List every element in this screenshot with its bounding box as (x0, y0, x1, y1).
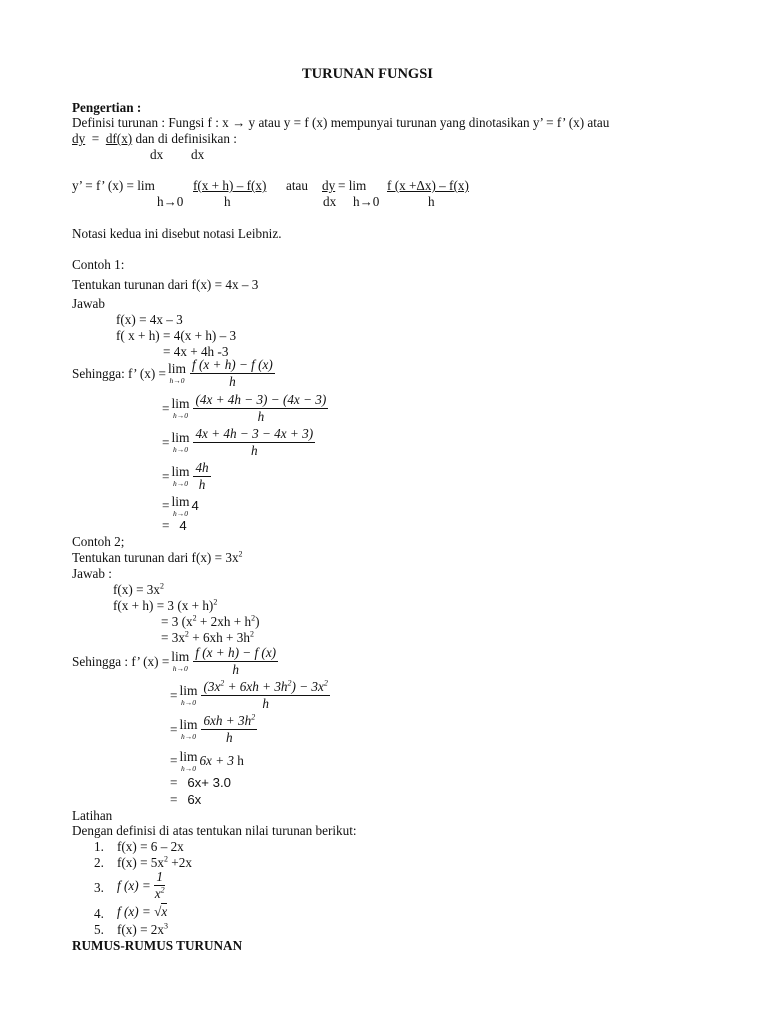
limit-step-3 (170, 714, 259, 745)
page-title: TURUNAN FUNGSI (302, 66, 433, 82)
derivative-definition-left: y’ = f’ (x) = lim (72, 178, 155, 193)
list-number: 1. (94, 839, 104, 854)
list-item: f (x) = $\frac{1}{x^2}$ (117, 869, 165, 901)
dfx-label: df(x) (105, 131, 133, 146)
limit-operator: lim h→0 (179, 683, 198, 707)
list-number: 3. (94, 880, 104, 895)
limit-operator: lim h→0 (171, 430, 190, 454)
list-item: f(x) = 6 – 2x (117, 839, 184, 854)
limit-step-4 (170, 750, 244, 772)
result-line (170, 775, 231, 790)
limit-step-5 (162, 495, 199, 517)
work-line: = 4x + 4h -3 (163, 344, 229, 359)
leibniz-dx: dx (323, 194, 337, 209)
list-item: $f(x) = 2x^3$ (117, 921, 168, 937)
limit-operator: lim h→0 (171, 464, 190, 488)
equals-sign: = (162, 434, 170, 450)
limit-step-4 (162, 461, 213, 492)
equals-sign: = (170, 687, 178, 703)
equals-sign: = (162, 518, 170, 533)
sqrt-symbol: √ (154, 904, 162, 919)
work-line: f(x) = 4x – 3 (116, 312, 183, 327)
limit-operator: lim h→0 (171, 396, 190, 420)
leibniz-dy: dy (322, 178, 336, 193)
sehingga-label: Sehingga: f’ (x) = (72, 365, 166, 381)
work-line: f( x + h) = 4(x + h) – 3 (116, 328, 237, 343)
limit-step-1 (72, 358, 277, 389)
limit-step-1 (72, 646, 280, 677)
example-1-question: Tentukan turunan dari f(x) = 4x – 3 (72, 277, 259, 292)
limit-operator: lim h→0 (167, 361, 186, 385)
list-number: 4. (94, 906, 104, 921)
equals-sign: = (162, 400, 170, 416)
definition-tail: dan di definisikan : (135, 131, 237, 146)
limit-operator: lim h→0 (179, 749, 198, 773)
limit-subscript: h→0 (157, 194, 184, 209)
work-line: $f(x) = 3x^2$ (113, 581, 164, 597)
work-line: = $3x^2 + 6xh + 3h^2$ (161, 629, 254, 645)
dx-label: dx (191, 147, 205, 162)
list-item: f (x) = √x (117, 904, 168, 919)
definition-numerator-1: f(x + h) – f(x) (193, 178, 267, 193)
dy-label: dy (72, 131, 86, 146)
fraction: $\frac{6xh + 3h^2}{h}$ (203, 712, 256, 745)
leibniz-lim: = lim (338, 178, 367, 193)
limit-operator: lim h→0 (179, 717, 198, 741)
difference-quotient: $\frac{f (x + h) - f (x)}{h}$ (192, 357, 273, 389)
example-2-heading: Contoh 2; (72, 534, 125, 549)
example-1-heading: Contoh 1: (72, 257, 125, 272)
definition-line-2 (72, 131, 237, 146)
equals-sign: = (170, 775, 178, 790)
equals-sign: = (170, 753, 178, 769)
equals-sign: = (91, 131, 100, 146)
equals-sign: = (170, 721, 178, 737)
jawab-label: Jawab : (72, 566, 112, 581)
fraction: $\frac{4x + 4h - 3 - 4x + 3)}{h}$ (195, 426, 314, 458)
result-value: 4 (179, 518, 187, 533)
list-number: 2. (94, 855, 104, 870)
list-item: $f(x) = 5x^2 +2x$ (117, 854, 192, 870)
equals-sign: = (162, 498, 170, 514)
example-2-question: Tentukan turunan dari $f(x) = 3x^2$ (72, 549, 243, 565)
denominator-h: h (224, 194, 231, 209)
equals-sign: = (170, 792, 178, 807)
difference-quotient: $\frac{f (x + h) - f (x)}{h}$ (195, 645, 277, 677)
leibniz-note: Notasi kedua ini disebut notasi Leibniz. (72, 226, 282, 241)
section-heading-rumus: RUMUS-RUMUS TURUNAN (72, 938, 243, 953)
list-number: 5. (94, 922, 104, 937)
dx-label: dx (150, 147, 164, 162)
sehingga-label: Sehingga : f’ (x) = (72, 653, 170, 669)
step-value: 4 (191, 498, 199, 514)
fraction: $\frac{1}{x^2}$ (154, 869, 165, 901)
atau-text: atau (286, 178, 308, 193)
limit-step-2 (170, 680, 332, 711)
fraction: $\frac{(3x^2 + 6xh + 3h^2) - 3x^2}{h}$ (203, 678, 328, 711)
result-value: 6x (187, 792, 202, 807)
work-line: = 3 $(x^2 + 2xh + h^2)$ (161, 613, 260, 629)
step-tail: h (237, 753, 244, 769)
denominator-h: h (428, 194, 435, 209)
step-value: 6x+ 3.0 (187, 775, 231, 790)
section-heading-pengertian: Pengertian : (72, 100, 142, 115)
definition-line: Definisi turunan : Fungsi f : x → y atau y = f (x) mempunyai turunan yang dinotasikan y’ = f’ (x) atau (72, 115, 610, 130)
result-line (170, 792, 201, 807)
equals-sign: = (162, 468, 170, 484)
work-line: f(x + h) = 3 $(x + h)^2$ (113, 597, 218, 613)
step-value: 6x + 3 (199, 753, 234, 769)
limit-step-3 (162, 427, 317, 458)
latihan-instruction: Dengan definisi di atas tentukan nilai turunan berikut: (72, 823, 357, 838)
limit-operator: lim h→0 (171, 649, 190, 673)
jawab-label: Jawab (72, 296, 105, 311)
definition-numerator-2: f (x +Δx) – f(x) (387, 178, 469, 193)
limit-operator: lim h→0 (171, 494, 190, 518)
latihan-heading: Latihan (72, 808, 113, 823)
fraction: $\frac{(4x + 4h - 3) - (4x - 3)}{h}$ (195, 392, 327, 424)
result-line (162, 518, 187, 533)
fraction: $\frac{4h}{h}$ (195, 460, 209, 492)
limit-subscript: h→0 (353, 194, 380, 209)
limit-step-2 (162, 393, 330, 424)
